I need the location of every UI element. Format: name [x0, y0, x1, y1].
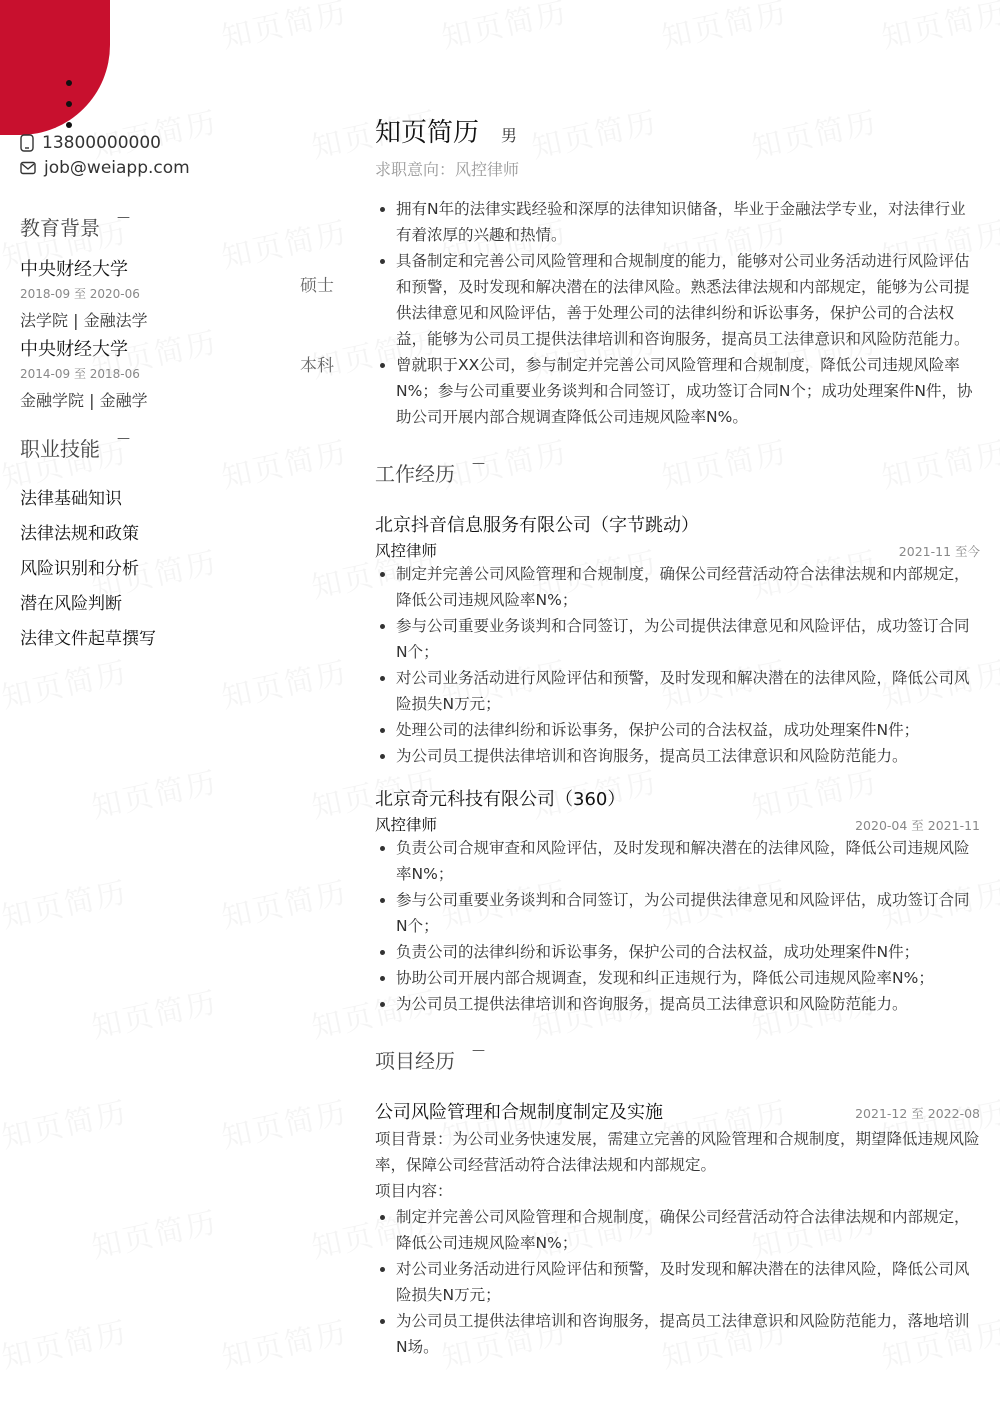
job-date: 2020-04 至 2021-11 — [855, 818, 980, 833]
project-bullet: 制定并完善公司风险管理和合规制度，确保公司经营活动符合法律法规和内部规定，降低公司违规风险率N%； — [375, 1204, 980, 1256]
decorative-corner — [0, 0, 110, 135]
watermark — [217, 1307, 351, 1377]
watermark — [0, 1087, 131, 1157]
watermark — [87, 1197, 221, 1267]
job-bullet: 协助公司开展内部合规调查，发现和纠正违规行为，降低公司违规风险率N%； — [375, 965, 980, 991]
company-name: 北京奇元科技有限公司（360） — [375, 789, 626, 810]
job-date: 2021-11 至今 — [898, 544, 980, 559]
phone-icon — [20, 134, 34, 152]
watermark — [437, 0, 571, 57]
watermark — [217, 1087, 351, 1157]
watermark — [0, 1307, 131, 1377]
job-entry — [375, 511, 980, 769]
work-title: 工作经历 — — [375, 452, 471, 491]
edu-date: 2014-09 至 2018-06 — [20, 367, 140, 381]
watermark — [217, 867, 351, 937]
skill-item: 法律文件起草撰写 — [20, 629, 156, 649]
project-section — [375, 1039, 980, 1360]
work-section — [375, 452, 980, 1017]
skill-item: 风险识别和分析 — [20, 559, 139, 579]
summary-list — [375, 196, 980, 430]
education-item — [20, 255, 340, 331]
job-intent: 求职意向：风控律师 — [375, 160, 520, 179]
watermark — [877, 0, 1000, 57]
job-bullet: 制定并完善公司风险管理和合规制度，确保公司经营活动符合法律法规和内部规定，降低公司违规风险率N%； — [375, 561, 980, 613]
phone-number: 13800000000 — [42, 132, 161, 153]
summary-item: 拥有N年的法律实践经验和深厚的法律知识储备，毕业于金融法学专业，对法律行业有着浓厚的兴趣和热情。 — [375, 196, 980, 248]
watermark — [217, 647, 351, 717]
watermark — [87, 757, 221, 827]
school-name: 中央财经大学 — [20, 259, 128, 280]
company-name: 北京抖音信息服务有限公司（字节跳动） — [375, 515, 699, 536]
education-section — [20, 206, 340, 411]
project-date: 2021-12 至 2022-08 — [855, 1106, 980, 1121]
job-bullets — [375, 835, 980, 1017]
edu-major: 法学院 | 金融法学 — [20, 311, 148, 330]
job-role: 风控律师 — [375, 542, 438, 560]
project-bullets — [375, 1204, 980, 1360]
job-entry — [375, 785, 980, 1017]
email-row — [20, 155, 340, 180]
job-bullet: 为公司员工提供法律培训和咨询服务，提高员工法律意识和风险防范能力。 — [375, 743, 980, 769]
watermark — [657, 0, 791, 57]
job-bullet: 对公司业务活动进行风险评估和预警，及时发现和解决潜在的法律风险，降低公司风险损失N万元； — [375, 665, 980, 717]
edu-degree: 本科 — [300, 356, 334, 376]
education-item — [20, 335, 340, 411]
job-bullet: 参与公司重要业务谈判和合同签订，为公司提供法律意见和风险评估，成功签订合同N个； — [375, 887, 980, 939]
edu-date: 2018-09 至 2020-06 — [20, 287, 140, 301]
education-title: 教育背景 — — [20, 206, 116, 245]
watermark — [0, 867, 131, 937]
watermark — [87, 977, 221, 1047]
watermark — [217, 0, 351, 57]
skills-title: 职业技能 — — [20, 427, 116, 466]
skill-item: 法律法规和政策 — [20, 524, 139, 544]
school-name: 中央财经大学 — [20, 339, 128, 360]
summary-item: 具备制定和完善公司风险管理和合规制度的能力，能够对公司业务活动进行风险评估和预警，及时发现和解决潜在的法律风险。熟悉法律法规和内部规定，能够为公司提供法律意见和风险评估，善于处理公司的法律纠纷和诉讼事务，保护公司的合法权益，能够为公司员工提供法律培训和咨询服务，提高员工法律意识和风险防范能力。 — [375, 248, 980, 352]
project-name: 公司风险管理和合规制度制定及实施 — [375, 1102, 663, 1123]
project-title: 项目经历 — — [375, 1039, 471, 1078]
main-content — [375, 112, 980, 1360]
job-bullet: 负责公司的法律纠纷和诉讼事务，保护公司的合法权益，成功处理案件N件； — [375, 939, 980, 965]
gender: 男 — [501, 126, 518, 145]
watermark — [0, 647, 131, 717]
phone-row — [20, 130, 340, 155]
project-content-label: 项目内容： — [375, 1182, 453, 1200]
mail-icon — [20, 161, 36, 175]
sidebar — [20, 130, 340, 657]
project-bullet: 对公司业务活动进行风险评估和预警，及时发现和解决潜在的法律风险，降低公司风险损失N万元； — [375, 1256, 980, 1308]
skill-item: 潜在风险判断 — [20, 594, 122, 614]
job-role: 风控律师 — [375, 816, 438, 834]
job-bullet: 为公司员工提供法律培训和咨询服务，提高员工法律意识和风险防范能力。 — [375, 991, 980, 1017]
edu-major: 金融学院 | 金融学 — [20, 391, 148, 410]
summary-item: 曾就职于XX公司，参与制定并完善公司风险管理和合规制度，降低公司违规风险率N%；参与公司重要业务谈判和合同签订，成功签订合同N个；成功处理案件N件，协助公司开展内部合规调查降低公司违规风险率N%。 — [375, 352, 980, 430]
project-entry — [375, 1098, 980, 1360]
project-bullet: 为公司员工提供法律培训和咨询服务，提高员工法律意识和风险防范能力，落地培训N场。 — [375, 1308, 980, 1360]
project-background: 项目背景：为公司业务快速发展，需建立完善的风险管理和合规制度，期望降低违规风险率，保障公司经营活动符合法律法规和内部规定。 — [375, 1130, 980, 1174]
email-address: job@weiapp.com — [44, 157, 190, 178]
person-name: 知页简历 — [375, 118, 480, 148]
skills-section — [20, 427, 340, 657]
skill-item: 法律基础知识 — [20, 489, 122, 509]
job-bullet: 参与公司重要业务谈判和合同签订，为公司提供法律意见和风险评估，成功签订合同N个； — [375, 613, 980, 665]
edu-degree: 硕士 — [300, 276, 334, 296]
job-bullet: 处理公司的法律纠纷和诉讼事务，保护公司的合法权益，成功处理案件N件； — [375, 717, 980, 743]
job-bullets — [375, 561, 980, 769]
header — [375, 112, 980, 149]
job-bullet: 负责公司合规审查和风险评估，及时发现和解决潜在的法律风险，降低公司违规风险率N%； — [375, 835, 980, 887]
